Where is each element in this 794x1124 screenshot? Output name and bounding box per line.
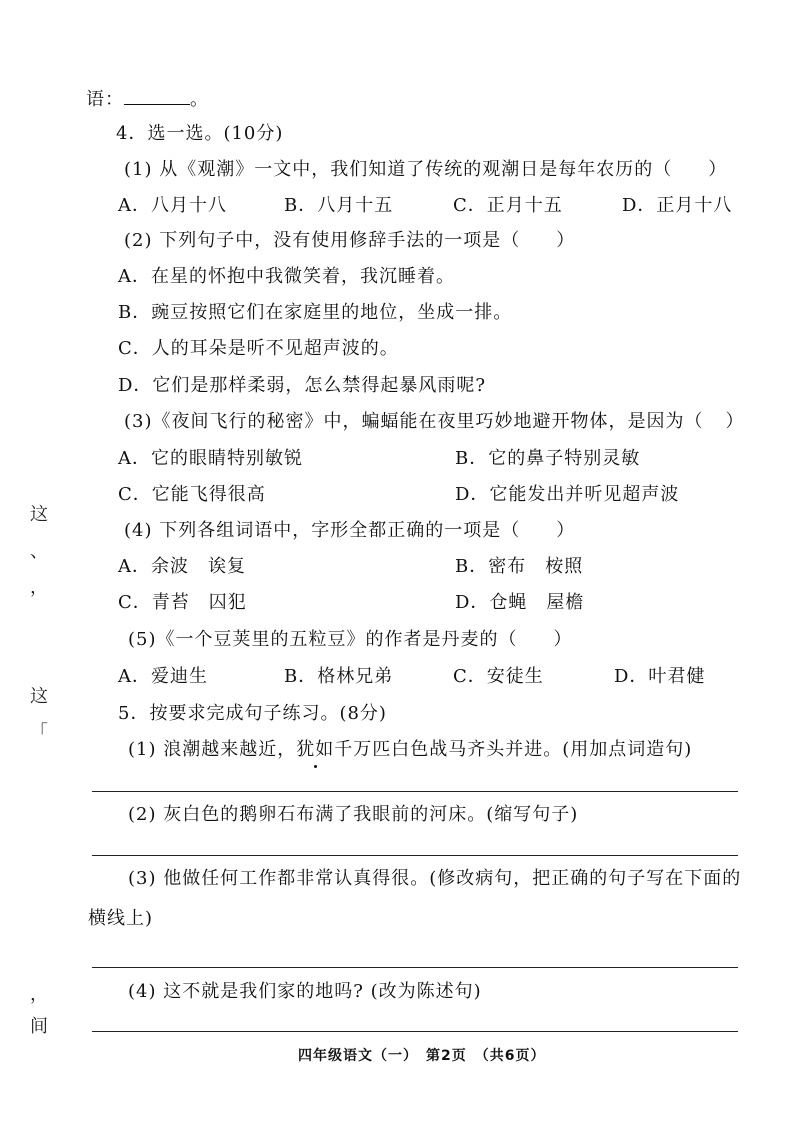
q4-2-stem: [124, 229, 575, 253]
q4-4-option-b: B．密布 桉照: [455, 556, 584, 577]
q4-2-option-d: D．它们是那样柔弱，怎么禁得起暴风雨呢?: [118, 375, 487, 396]
q4-2-stem-text: (2) 下列句子中，没有使用修辞手法的一项是（: [124, 230, 521, 251]
dotted-word: 犹如: [296, 739, 335, 760]
q4-1-close: ）: [708, 159, 728, 180]
q4-5-close: ）: [553, 629, 573, 650]
q4-1-option-b: B．八月十五: [284, 195, 394, 216]
q4-4-stem-text: (4) 下列各组词语中，字形全都正确的一项是（: [124, 520, 521, 541]
margin-fragment: ，: [30, 984, 48, 1005]
q4-1-stem: [124, 158, 727, 182]
q4-1-option-c: C．正月十五: [453, 195, 563, 216]
q4-5-option-a: A．爱迪生: [118, 666, 208, 687]
q5-4-prompt: (4) 这不就是我们家的地吗? (改为陈述句): [128, 981, 482, 1002]
q4-5-option-c: C．安徒生: [453, 666, 544, 687]
fill-blank[interactable]: [124, 86, 190, 105]
q4-5-stem-text: (5)《一个豆荚里的五粒豆》的作者是丹麦的（: [128, 629, 518, 650]
q4-3-option-d: D．它能发出并听见超声波: [455, 484, 680, 505]
q4-2-close: ）: [556, 230, 576, 251]
q5-1-before: (1) 浪潮越来越近，: [128, 739, 297, 760]
answer-line[interactable]: [92, 1031, 738, 1032]
q4-3-close: ）: [725, 411, 745, 432]
q4-1-option-a: A．八月十八: [118, 195, 227, 216]
q5-title: 5．按要求完成句子练习。(8分): [118, 703, 387, 724]
q5-3-prompt: (3) 他做任何工作都非常认真得很。(修改病句，把正确的句子写在下面的: [128, 868, 742, 889]
q5-3-prompt-cont: 横线上): [88, 908, 154, 929]
q4-4-option-c: C．青苔 囚犯: [118, 592, 247, 613]
margin-fragment: 间: [30, 1016, 48, 1037]
q4-2-option-b: B．豌豆按照它们在家庭里的地位，坐成一排。: [118, 302, 513, 323]
q4-3-option-c: C．它能飞得很高: [118, 484, 266, 505]
margin-fragment: 「: [30, 722, 48, 743]
margin-fragment: 这: [30, 504, 48, 525]
page-footer: 四年级语文（一） 第2页 （共6页）: [298, 1048, 546, 1064]
q4-5-option-b: B．格林兄弟: [284, 666, 394, 687]
top-line-suffix: 。: [190, 89, 209, 110]
q5-2-prompt: (2) 灰白色的鹅卵石布满了我眼前的河床。(缩写句子): [128, 804, 579, 825]
answer-line[interactable]: [92, 791, 738, 792]
q4-4-option-d: D．仓蝇 屋檐: [455, 592, 585, 613]
answer-line[interactable]: [92, 967, 738, 968]
q4-3-stem-text: (3)《夜间飞行的秘密》中，蝙蝠能在夜里巧妙地避开物体，是因为（: [124, 411, 704, 432]
q4-2-option-a: A．在星的怀抱中我微笑着，我沉睡着。: [118, 266, 455, 287]
q4-3-option-a: A．它的眼睛特别敏锐: [118, 448, 303, 469]
top-line: [86, 86, 209, 112]
margin-fragment: ，: [30, 577, 48, 598]
q4-3-option-b: B．它的鼻子特别灵敏: [455, 448, 641, 469]
q4-4-option-a: A．余波 诶复: [118, 556, 246, 577]
q4-3-stem: [124, 410, 745, 434]
q4-1-option-d: D．正月十八: [622, 195, 733, 216]
answer-line[interactable]: [92, 855, 738, 856]
margin-fragment: 这: [30, 686, 48, 707]
q4-5-option-d: D．叶君健: [614, 666, 706, 687]
q4-2-option-c: C．人的耳朵是听不见超声波的。: [118, 338, 399, 359]
top-line-prefix: 语：: [86, 89, 124, 110]
q4-4-stem: [124, 519, 575, 543]
q5-1-prompt: [128, 738, 692, 762]
q5-1-after: 千万匹白色战马齐头并进。(用加点词造句): [334, 739, 693, 760]
q4-4-close: ）: [556, 520, 576, 541]
q4-1-stem-text: (1) 从《观潮》一文中，我们知道了传统的观潮日是每年农历的（: [124, 159, 673, 180]
q4-5-stem: [128, 628, 573, 652]
q4-title: 4．选一选。(10分): [116, 123, 284, 144]
margin-fragment: 、: [30, 541, 48, 562]
